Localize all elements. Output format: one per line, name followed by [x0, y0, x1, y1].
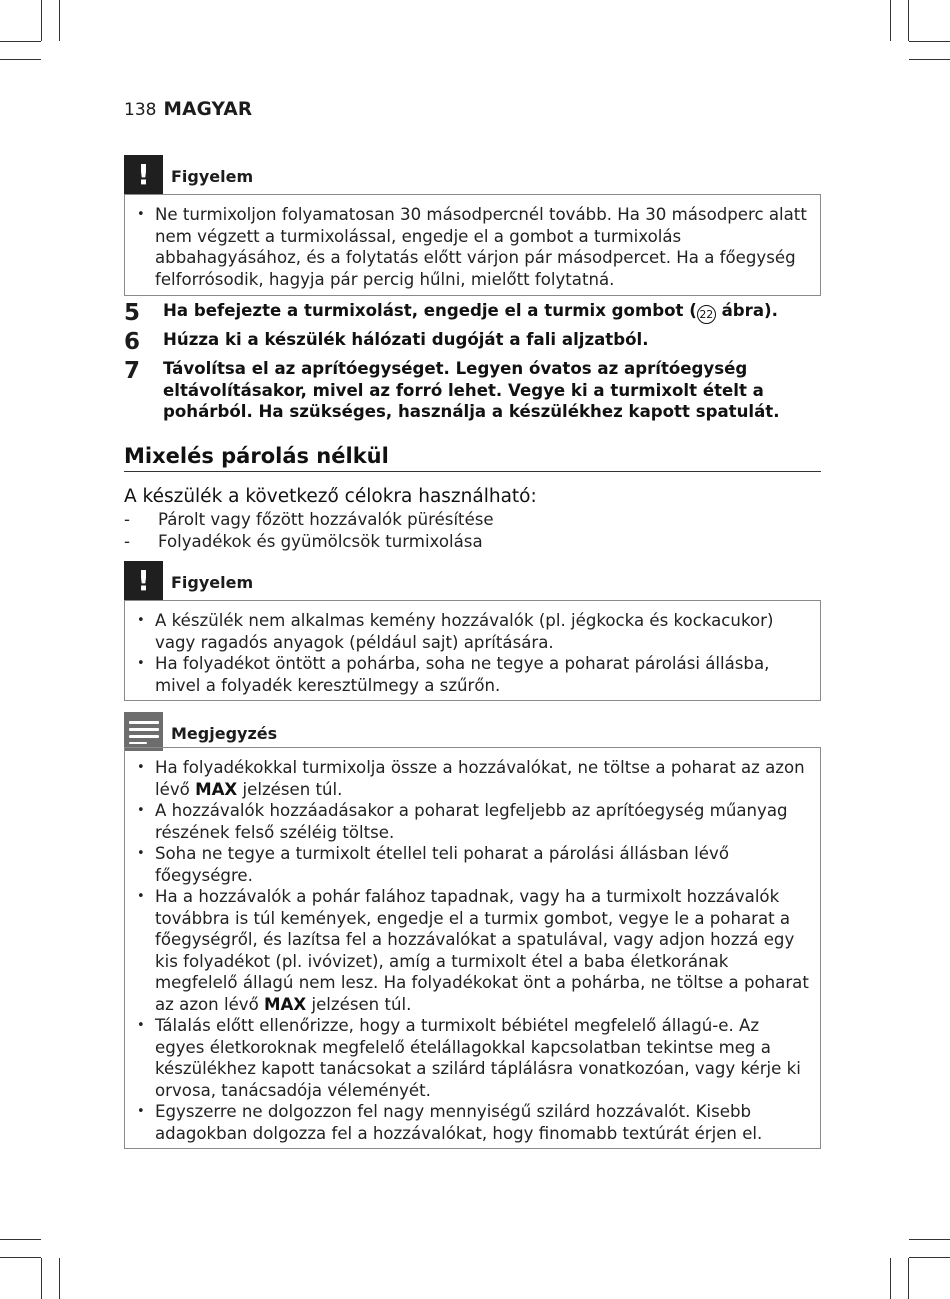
warning-item: • A készülék nem alkalmas kemény hozzávalók (pl. jégkocka és kockacukor) vagy ragadós anyagok (például sajt) aprítására.: [133, 610, 810, 653]
step-number: 6: [124, 329, 141, 355]
note-item: • Ha a hozzávalók a pohár falához tapadnak, vagy ha a turmixolt hozzávalók továbbra is túl kemények, engedje el a turmix gombot, vegye le a poharat a főegységről, és lazítsa fel a hozzávalókat a spatulával, vagy adjon hozzá egy kis folyadékot (pl. ivóvizet), amíg a turmixolt étel a baba életkorának megfelelő állagú nem lesz. Ha folyadékokat önt a pohárba, ne töltse a poharat az azon lévő MAX jelzésen túl.: [133, 886, 810, 1015]
warning-icon: !: [124, 155, 163, 194]
step-number: 7: [124, 358, 141, 384]
crop-mark: [908, 0, 909, 41]
max-mark: MAX: [264, 994, 307, 1014]
page-number: 138: [124, 100, 157, 120]
section-subtitle: A készülék a következő célokra használható:: [124, 486, 537, 507]
warning-icon: !: [124, 561, 163, 600]
page-header: [124, 99, 252, 123]
note-header: [124, 712, 277, 751]
uses-list: [124, 509, 494, 553]
note-item: • Tálalás előtt ellenőrizze, hogy a turmixolt bébiétel megfelelő állagú-e. Az egyes életkoroknak megfelelő ételállagokkal kapcsolatban tekintse meg a készülékhez kapott tanácsokat a szilárd táplálásra vonatkozóan, vagy kérje ki orvosa, tanácsadója véleményét.: [133, 1015, 810, 1101]
warning-label: Figyelem: [171, 167, 254, 186]
crop-mark: [890, 1258, 891, 1299]
note-item: • Ha folyadékokkal turmixolja össze a hozzávalókat, ne töltse a poharat az azon lévő MAX jelzésen túl.: [133, 757, 810, 800]
step-text: Húzza ki a készülék hálózati dugóját a fali aljzatból.: [163, 330, 649, 349]
note-item: • Egyszerre ne dolgozzon fel nagy mennyiségű szilárd hozzávalót. Kisebb adagokban dolgozza fel a hozzávalókat, hogy finomabb textúrát érjen el.: [133, 1101, 810, 1144]
crop-mark: [909, 1257, 950, 1258]
list-item: - Folyadékok és gyümölcsök turmixolása: [124, 531, 494, 553]
note-item: • Soha ne tegye a turmixolt étellel teli poharat a párolási állásban lévő főegységre.: [133, 843, 810, 886]
list-item: - Párolt vagy főzött hozzávalók pürésítése: [124, 509, 494, 531]
step-text: Ha befejezte a turmixolást, engedje el a turmix gombot ( 22 ábra).: [163, 300, 823, 324]
crop-mark: [890, 0, 891, 41]
warning-item: • Ne turmixoljon folyamatosan 30 másodpercnél tovább. Ha 30 másodperc alatt nem végzett a turmixolással, engedje el a gombot a turmixolás abbahagyásához, és a folytatás előtt várjon pár másodpercet. Ha a főegység felforrósodik, hagyja pár percig hűlni, mielőtt folytatná.: [133, 204, 810, 290]
crop-mark: [909, 41, 950, 42]
note-box: [124, 747, 821, 1149]
note-icon: [124, 712, 163, 751]
crop-mark: [59, 1258, 60, 1299]
step-item: [124, 300, 824, 324]
steps-list: [124, 300, 824, 423]
max-mark: MAX: [195, 779, 238, 799]
crop-mark: [0, 1239, 41, 1240]
section-title: Mixelés párolás nélkül: [124, 444, 821, 472]
warning-item: • Ha folyadékot öntött a pohárba, soha ne tegye a poharat párolási állásba, mivel a folyadék keresztülmegy a szűrőn.: [133, 653, 810, 696]
note-item: • A hozzávalók hozzáadásakor a poharat legfeljebb az aprítóegység műanyag részének felső széléig töltse.: [133, 800, 810, 843]
note-label: Megjegyzés: [171, 724, 278, 743]
figure-ref: 22: [697, 305, 716, 324]
step-text: Távolítsa el az aprítóegységet. Legyen óvatos az aprítóegység eltávolításakor, mivel az forró lehet. Vegye ki a turmixolt ételt a pohárból. Ha szükséges, használja a készülékhez kapott spatulát.: [163, 359, 780, 421]
crop-mark: [59, 0, 60, 41]
warning-label: Figyelem: [171, 573, 254, 592]
step-item: [124, 358, 824, 423]
warning-box: [124, 194, 821, 296]
crop-mark: [908, 1258, 909, 1299]
warning-box: [124, 600, 821, 701]
warning-header: [124, 155, 253, 194]
step-number: 5: [124, 300, 141, 326]
crop-mark: [0, 1257, 41, 1258]
crop-mark: [909, 59, 950, 60]
step-item: [124, 329, 824, 353]
language-title: MAGYAR: [163, 99, 253, 120]
crop-mark: [41, 0, 42, 41]
crop-mark: [909, 1239, 950, 1240]
crop-mark: [41, 1258, 42, 1299]
crop-mark: [0, 41, 41, 42]
crop-mark: [0, 59, 41, 60]
warning-header: [124, 561, 253, 600]
